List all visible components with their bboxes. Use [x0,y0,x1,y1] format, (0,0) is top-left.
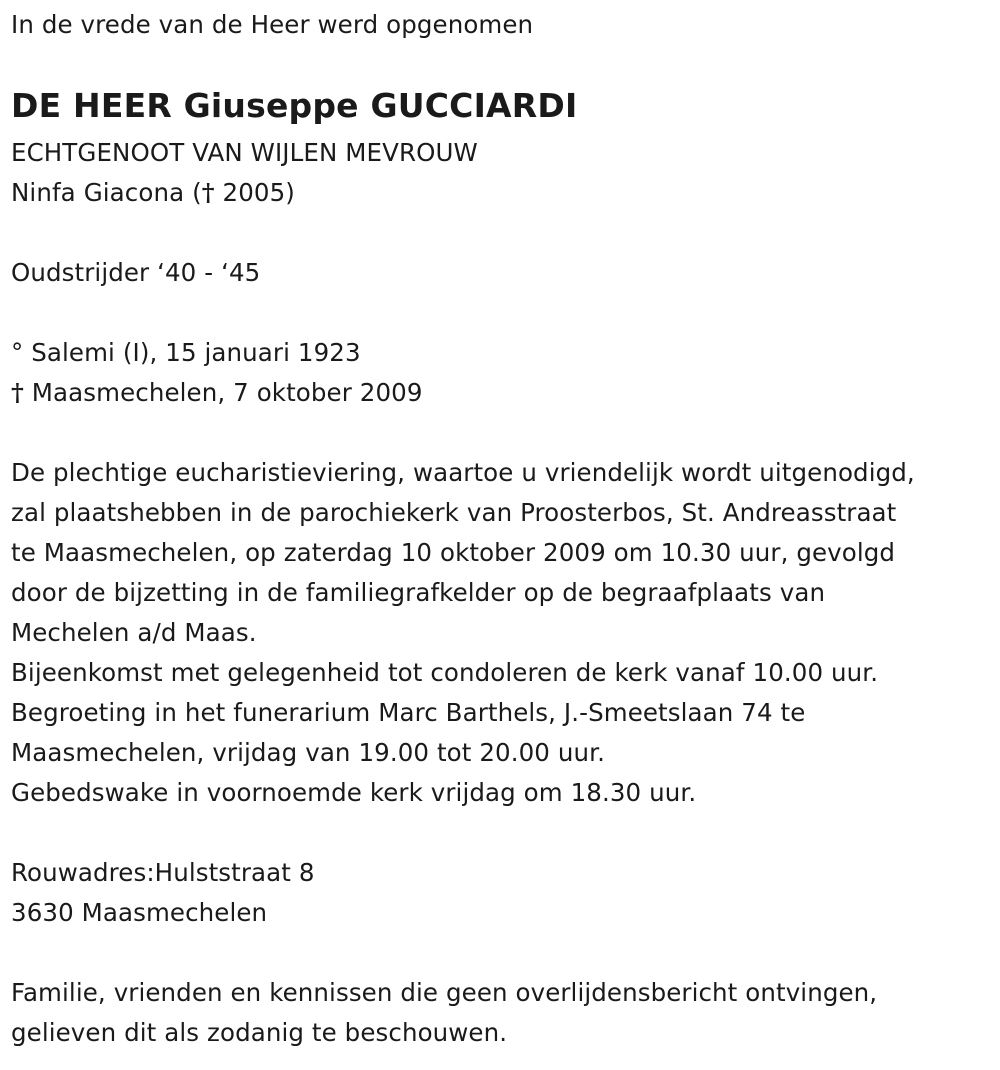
deceased-name: DE HEER Giuseppe GUCCIARDI [11,86,578,125]
family-note-line: gelieven dit als zodanig te beschouwen. [11,1018,508,1047]
service-line: De plechtige eucharistieviering, waartoe u vriendelijk wordt uitgenodigd, [11,458,915,487]
service-line: te Maasmechelen, op zaterdag 10 oktober 2009 om 10.30 uur, gevolgd [11,538,896,567]
cross-icon: † [11,378,24,407]
service-details [11,453,915,813]
mourning-address [11,853,315,933]
cross-icon: † [201,178,215,207]
life-dates [11,333,423,413]
service-line: Maasmechelen, vrijdag van 19.00 tot 20.00 uur. [11,738,605,767]
address-line: 3630 Maasmechelen [11,898,268,927]
spouse-name: Ninfa Giacona († 2005) [11,178,295,207]
death-line: † Maasmechelen, 7 oktober 2009 [11,378,423,407]
family-note-line: Familie, vrienden en kennissen die geen overlijdensbericht ontvingen, [11,978,878,1007]
family-note [11,973,877,1053]
service-line: Gebedswake in voornoemde kerk vrijdag om 18.30 uur. [11,778,697,807]
birth-line: ° Salemi (I), 15 januari 1923 [11,338,361,367]
veteran-block [11,253,260,293]
spouse-title: ECHTGENOOT VAN WIJLEN MEVROUW [11,138,478,167]
intro-line: In de vrede van de Heer werd opgenomen [11,10,534,39]
service-line: Bijeenkomst met gelegenheid tot condoleren de kerk vanaf 10.00 uur. [11,658,879,687]
service-line: Begroeting in het funerarium Marc Barthels, J.-Smeetslaan 74 te [11,698,806,727]
service-line: door de bijzetting in de familiegrafkelder op de begraafplaats van [11,578,826,607]
service-line: Mechelen a/d Maas. [11,618,257,647]
veteran-line: Oudstrijder ‘40 - ‘45 [11,258,261,287]
address-line: Rouwadres:Hulststraat 8 [11,858,315,887]
service-line: zal plaatshebben in de parochiekerk van Proosterbos, St. Andreasstraat [11,498,897,527]
spouse-block [11,133,478,213]
